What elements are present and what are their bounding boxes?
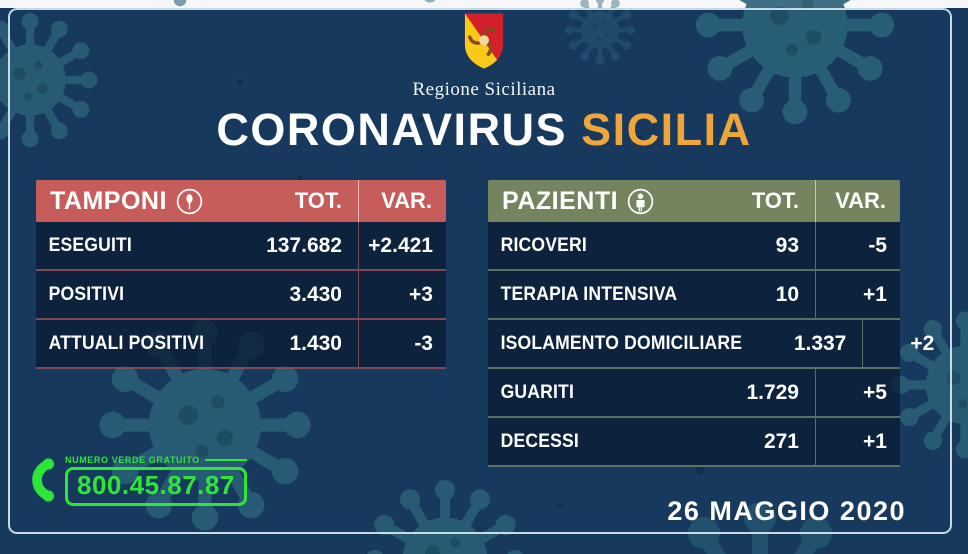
tamponi-col-var: VAR.: [358, 180, 446, 222]
table-row: [36, 320, 446, 369]
table-row: [488, 222, 900, 271]
region-logo: [0, 11, 968, 101]
row-total: 1.430: [289, 331, 342, 355]
row-label: DECESSI: [500, 430, 579, 452]
row-variation: +3: [358, 271, 446, 318]
page-title: [0, 104, 968, 156]
table-row: [36, 271, 446, 320]
row-total: 1.729: [746, 380, 799, 404]
date-label: 26 MAGGIO 2020: [667, 496, 906, 526]
pazienti-table: [488, 180, 935, 467]
tamponi-table: [36, 180, 446, 369]
row-label: RICOVERI: [500, 234, 587, 256]
person-icon: [627, 188, 654, 215]
row-variation: +1: [815, 418, 900, 465]
row-label: TERAPIA INTENSIVA: [500, 283, 678, 305]
pazienti-header-row: [488, 180, 900, 222]
table-row: [488, 271, 900, 320]
row-total: 93: [775, 233, 799, 257]
tamponi-col-tot: TOT.: [294, 188, 342, 213]
hotline-label: NUMERO VERDE GRATUITO: [65, 454, 200, 465]
row-variation: +2: [862, 320, 947, 367]
row-label: ISOLAMENTO DOMICILIARE: [500, 332, 743, 354]
row-variation: +1: [815, 271, 900, 318]
row-label: ESEGUITI: [48, 234, 132, 256]
row-variation: +5: [815, 369, 900, 416]
row-label: POSITIVI: [48, 283, 125, 305]
tamponi-header-row: [36, 180, 446, 222]
row-label: GUARITI: [500, 381, 575, 403]
hotline-label-rule: [205, 459, 247, 461]
pazienti-col-var: VAR.: [815, 180, 900, 222]
hotline-badge: [26, 452, 247, 508]
row-variation: -3: [358, 320, 446, 367]
swab-icon: [176, 188, 203, 215]
table-row: [488, 418, 900, 467]
sicily-coat-of-arms-icon: [461, 11, 507, 71]
row-variation: +2.421: [358, 222, 446, 269]
table-row: [488, 320, 935, 369]
row-label: ATTUALI POSITIVI: [48, 332, 205, 354]
row-total: 137.682: [266, 233, 342, 257]
table-row: [488, 369, 900, 418]
title-sicilia: SICILIA: [581, 104, 752, 155]
tamponi-header-label: TAMPONI: [50, 186, 167, 215]
phone-icon: [26, 452, 58, 508]
row-total: 3.430: [289, 282, 342, 306]
table-row: [36, 222, 446, 271]
title-coronavirus: CORONAVIRUS: [216, 104, 568, 155]
row-total: 271: [763, 429, 799, 453]
hotline-number: 800.45.87.87: [65, 467, 247, 506]
logo-label: Regione Siciliana: [412, 79, 556, 100]
row-total: 10: [775, 282, 799, 306]
pazienti-col-tot: TOT.: [751, 188, 799, 213]
row-total: 1.337: [793, 331, 847, 355]
pazienti-header-label: PAZIENTI: [502, 186, 619, 215]
row-variation: -5: [815, 222, 900, 269]
